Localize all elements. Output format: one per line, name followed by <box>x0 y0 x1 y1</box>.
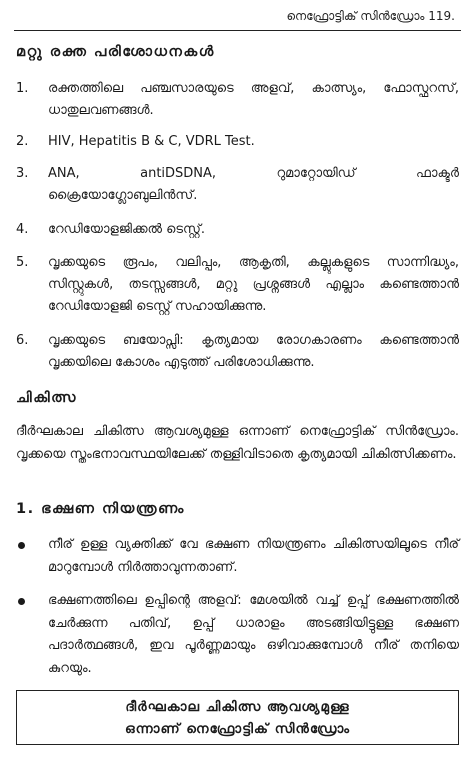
list-text: HIV, Hepatitis B & C, VDRL Test. <box>48 134 255 149</box>
bullet-icon <box>18 542 25 549</box>
callout-line: ദീർഘകാല ചികിത്സ ആവശ്യമുള്ള <box>125 698 350 715</box>
list-text: ANA, antiDSDNA, റുമാറ്റോയിഡ് ഫാക്ടർ ക്രൈയോഗ്ലോബുലിൻസ്. <box>48 166 459 203</box>
bullet-text: നീര് ഉള്ള വ്യക്തിക്ക് വേ ഭക്ഷണ നിയന്ത്രണം ചികിത്സയിലൂടെ നീര് മാറുമ്പോൾ നിർത്താവുന്നതാണ്. <box>48 537 459 575</box>
list-text: വൃക്കയുടെ രൂപം, വലിപ്പം, ആകൃതി, കല്ലുകളുടെ സാന്നിദ്ധ്യം, സിസ്റ്റുകൾ, തടസ്സങ്ങൾ, മറ്റു പ്രശ്നങ്ങൾ എല്ലാം കണ്ടെത്താൻ റേഡിയോളജി ടെസ്റ്റ് സഹായിക്കുന്നു. <box>48 255 459 314</box>
list-item <box>16 219 459 241</box>
section-heading-other-tests: മറ്റു രക്ത പരിശോധനകൾ <box>16 44 215 60</box>
header-rule <box>14 30 461 31</box>
callout-line: ഒന്നാണ് നെഫ്രോട്ടിക് സിൻഡ്രോം <box>125 720 350 737</box>
bullet-icon <box>18 598 25 605</box>
list-item <box>16 163 459 207</box>
list-item <box>16 252 459 318</box>
list-text: രക്തത്തിലെ പഞ്ചസാരയുടെ അളവ്, കാത്സ്യം, ഫോസ്ഫറസ്, ധാതുലവണങ്ങൾ. <box>48 81 459 118</box>
list-number: 3. <box>16 166 29 181</box>
list-number: 1. <box>16 81 29 96</box>
callout-box <box>16 690 459 745</box>
running-header: നെഫ്രോട്ടിക് സിൻഡ്രോം 119. <box>286 9 455 23</box>
bullet-text: ഭക്ഷണത്തിലെ ഉപ്പിന്റെ അളവ്: മേശയിൽ വച്ച് ഉപ്പ് ഭക്ഷണത്തിൽ ചേർക്കുന്ന പതിവ്, ഉപ്പ് ധാരാളം അടങ്ങിയിട്ടുള്ള ഭക്ഷണ പദാർത്ഥങ്ങൾ, ഇവ പൂർണ്ണമായും ഒഴിവാക്കുമ്പോൾ നീര് തനിയെ കുറയും. <box>48 593 459 676</box>
list-text: റേഡിയോളജിക്കൽ ടെസ്റ്റ്. <box>48 222 206 237</box>
list-number: 6. <box>16 333 29 348</box>
section-heading-treatment: ചികിത്സ <box>16 390 77 406</box>
treatment-paragraph: ദീർഘകാല ചികിത്സ ആവശ്യമുള്ള ഒന്നാണ് നെഫ്രോട്ടിക് സിൻഡ്രോം. വൃക്കയെ സ്തംഭനാവസ്ഥയിലേക്ക് തള്ളിവിടാതെ കൃത്യമായി ചികിത്സിക്കണം. <box>16 424 459 462</box>
list-number: 4. <box>16 222 29 237</box>
list-text: വൃക്കയുടെ ബയോപ്സി: കൃത്യമായ രോഗകാരണം കണ്ടെത്താൻ വൃക്കയിലെ കോശം എടുത്ത് പരിശോധിക്കുന്നു. <box>48 333 459 370</box>
bullet-item <box>16 590 459 680</box>
list-item <box>16 131 459 153</box>
subsection-heading-diet: 1. ഭക്ഷണ നിയന്ത്രണം <box>16 501 185 517</box>
list-number: 2. <box>16 134 29 149</box>
list-item <box>16 78 459 122</box>
list-item <box>16 330 459 374</box>
bullet-item <box>16 534 459 579</box>
list-number: 5. <box>16 255 29 270</box>
